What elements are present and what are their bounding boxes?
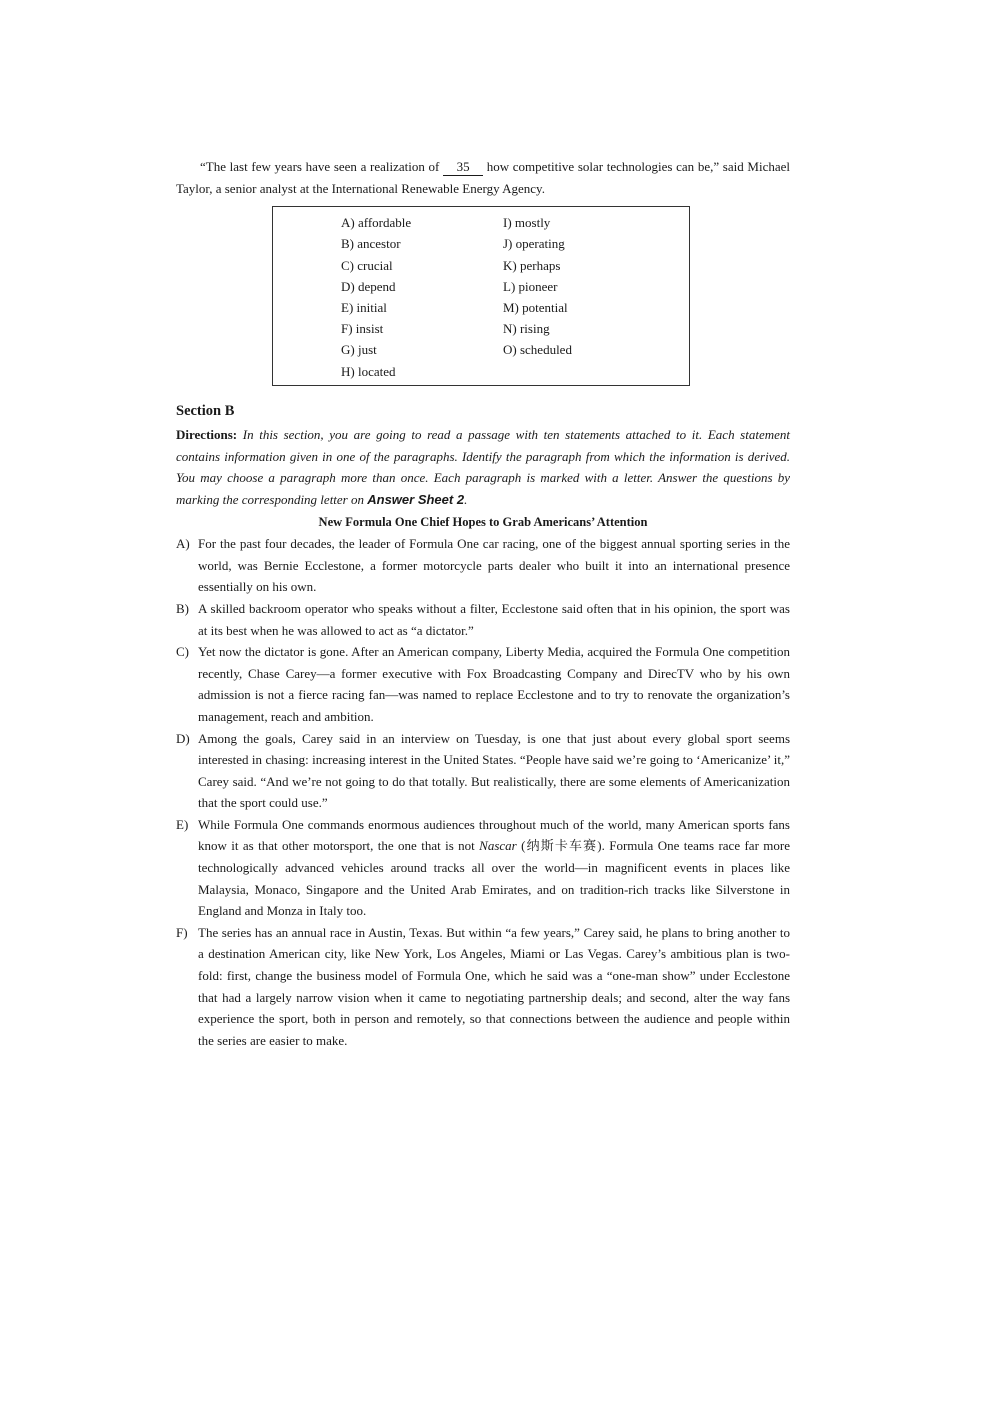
word-option: E) initial	[341, 299, 387, 315]
paragraph-text: The series has an annual race in Austin, Texas. But within “a few years,” Carey said, he plans to bring another to a destination American city, like New York, Los Angeles, Miami or Las Vegas. Carey’s ambitious plan is two-fold: first, change the business model of Formula One, which he said was a “one-man show” under Ecclestone that had a largely narrow vision when it came to negotiating partnership deals; and second, alter the way fans experience the sport, both in person and remotely, so that connections between the audience and people within the series are easier to make.	[198, 924, 790, 1048]
word-option: G) just	[341, 342, 377, 358]
directions-text: In this section, you are going to read a passage with ten statements attached to it. Each statement contains information given in one of the paragraphs. Identify the paragraph from which the information is derived. You may choose a paragraph more than once. Each paragraph is marked with a letter. Answer the questions by marking the corresponding letter on	[176, 427, 790, 507]
word-bank-right-column	[503, 212, 572, 360]
directions-period: .	[464, 491, 468, 507]
intro-sentence	[176, 156, 790, 199]
exam-page	[176, 156, 790, 1051]
paragraph-letter: E)	[176, 816, 189, 832]
word-option: L) pioneer	[503, 278, 558, 294]
word-option: B) ancestor	[341, 236, 401, 252]
word-option: I) mostly	[503, 215, 551, 231]
word-option: A) affordable	[341, 215, 412, 231]
section-b-heading: Section B	[176, 403, 235, 420]
paragraph-letter: C)	[176, 644, 189, 660]
paragraph-text-before: While Formula One commands enormous audiences throughout much of the world, many American sports fans know it as that other motorsport, the one that is not	[198, 816, 790, 854]
directions-label: Directions:	[176, 427, 238, 443]
paragraph-letter: F)	[176, 924, 188, 940]
word-bank-left-column	[341, 212, 411, 382]
nascar-chinese-gloss: (纳斯卡车赛)	[521, 838, 602, 854]
passage-title: New Formula One Chief Hopes to Grab Americans’ Attention	[318, 514, 648, 529]
paragraph-letter: A)	[176, 536, 190, 552]
word-option: M) potential	[503, 299, 568, 315]
word-option: K) perhaps	[503, 257, 561, 273]
word-option: D) depend	[341, 278, 396, 294]
word-option: F) insist	[341, 321, 384, 337]
paragraph-d	[176, 728, 790, 814]
intro-text-before: “The last few years have seen a realization of	[200, 159, 440, 174]
answer-sheet-label: Answer Sheet 2	[367, 491, 465, 507]
intro-text-after: how competitive solar technologies can be,” said Michael Taylor, a senior analyst at the International Renewable Energy Agency.	[176, 159, 791, 196]
word-bank-box	[272, 206, 690, 386]
paragraph-text: Yet now the dictator is gone. After an American company, Liberty Media, acquired the Formula One competition recently, Chase Carey—a former executive with Fox Broadcasting Company and DirecTV who by his own admission is not a fierce racing fan—was named to replace Ecclestone and to try to renovate the organization’s management, reach and ambition.	[198, 644, 790, 724]
word-option: H) located	[341, 363, 396, 379]
paragraph-letter: B)	[176, 600, 189, 616]
paragraph-b	[176, 598, 790, 641]
paragraph-a	[176, 533, 790, 598]
paragraph-e	[176, 814, 790, 922]
word-option: C) crucial	[341, 257, 393, 273]
word-option: N) rising	[503, 321, 550, 337]
paragraph-f	[176, 922, 790, 1052]
paragraph-letter: D)	[176, 730, 190, 746]
paragraph-text-after: . Formula One teams race far more technologically advanced vehicles around tracks all over the world—in magnificent events in places like Malaysia, Monaco, Singapore and the United Arab Emirates, and on tradition-rich tracks like Silverstone in England and Monza in Italy too.	[198, 838, 790, 919]
word-option: J) operating	[503, 236, 565, 252]
paragraph-text: A skilled backroom operator who speaks without a filter, Ecclestone said often that in his opinion, the sport was at its best when he was allowed to act as “a dictator.”	[198, 600, 790, 638]
paragraph-text: Among the goals, Carey said in an interview on Tuesday, is one that just about every global sport seems interested in chasing: increasing interest in the United States. “People have said we’re going to ‘Americanize’ it,” Carey said. “And we’re not going to do that totally. But realistically, there are some elements of Americanization that the sport could use.”	[198, 730, 790, 811]
paragraph-text: For the past four decades, the leader of Formula One car racing, one of the biggest annual sporting series in the world, was Bernie Ecclestone, a former motorcycle parts dealer who built it into an international presence essentially on his own.	[198, 536, 790, 595]
nascar-term: Nascar	[479, 838, 517, 854]
directions	[176, 424, 790, 510]
blank-35: 35	[443, 159, 483, 176]
paragraph-c	[176, 641, 790, 727]
word-option: O) scheduled	[503, 342, 572, 358]
